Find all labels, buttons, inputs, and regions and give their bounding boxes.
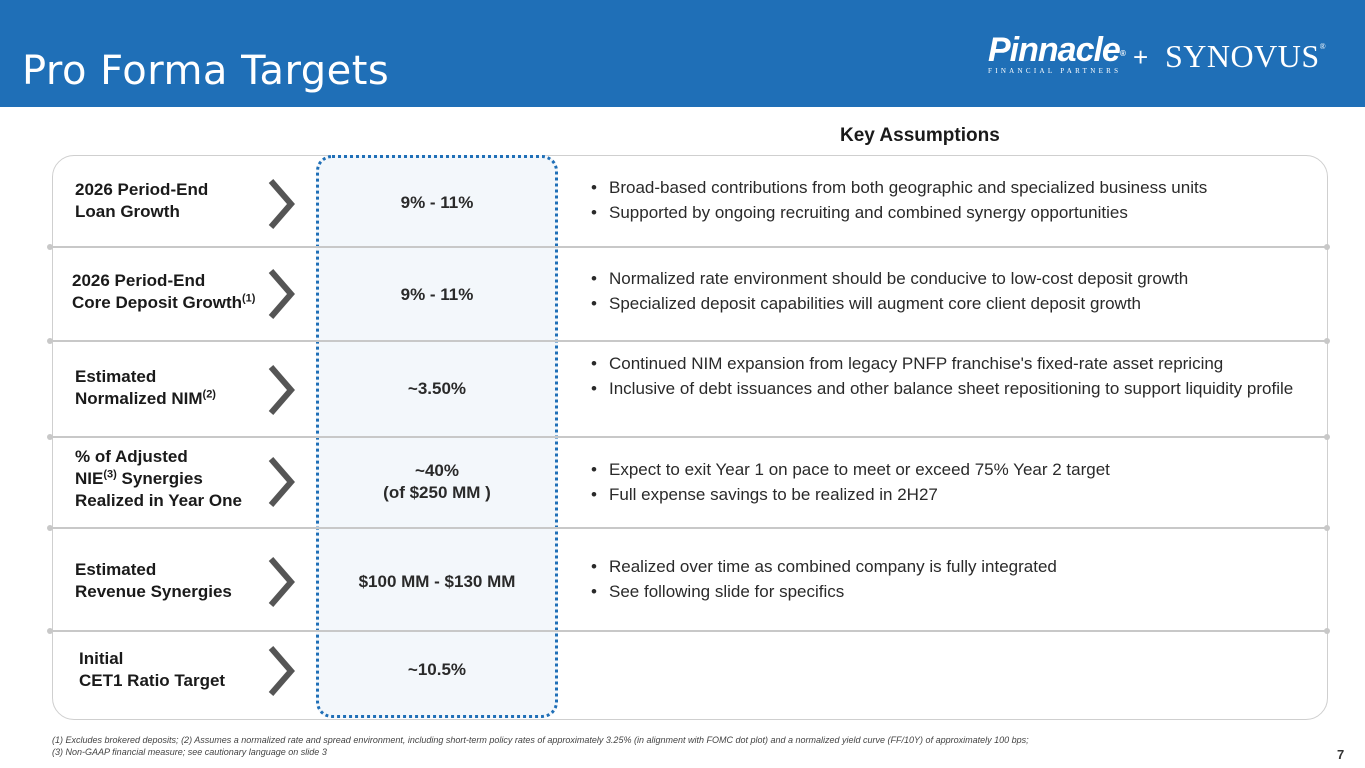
chevron-right-icon: [266, 178, 296, 230]
divider-dot: [47, 244, 53, 250]
metric-normalized-nim: Estimated Normalized NIM$^{(2)}$: [75, 367, 216, 408]
assumptions-core-deposit-growth: [591, 268, 1188, 318]
footnote-line-2: (3) Non-GAAP financial measure; see cautionary language on slide 3: [52, 747, 327, 757]
row-divider: [50, 436, 1328, 438]
divider-dot: [47, 434, 53, 440]
assumption-item: • Full expense savings to be realized in 2H27: [591, 484, 1110, 506]
value-cet1-ratio: ~10.5%: [407, 660, 467, 679]
chevron-right-icon: [266, 645, 296, 697]
divider-dot: [47, 338, 53, 344]
chevron-right-icon: [266, 364, 296, 416]
row-divider: [50, 246, 1328, 248]
logo-plus-sign: +: [1133, 42, 1149, 72]
chevron-right-icon: [266, 268, 296, 320]
pinnacle-logo-word: Pinnacle: [988, 31, 1120, 69]
assumption-item: • Continued NIM expansion from legacy PNFP franchise's fixed-rate asset repricing: [591, 353, 1311, 375]
assumption-item: • Realized over time as combined company is fully integrated: [591, 556, 1057, 578]
metric-nie-synergies: % of Adjusted NIE$^{(3)}$ Synergies Realized in Year One: [75, 447, 242, 510]
value-core-deposit-growth: 9% - 11%: [400, 285, 474, 304]
value-loan-growth: 9% - 11%: [400, 193, 474, 212]
divider-dot: [1324, 628, 1330, 634]
page-number: 7: [1337, 747, 1345, 762]
divider-dot: [1324, 525, 1330, 531]
divider-dot: [47, 525, 53, 531]
chevron-right-icon: [266, 456, 296, 508]
value-nie-synergies: ~40% (of $250 MM ): [383, 461, 491, 502]
divider-dot: [47, 628, 53, 634]
divider-dot: [1324, 244, 1330, 250]
metric-cet1-ratio: Initial CET1 Ratio Target: [79, 649, 226, 690]
assumptions-loan-growth: [591, 177, 1207, 227]
assumption-item: • Specialized deposit capabilities will augment core client deposit growth: [591, 293, 1188, 315]
metric-revenue-synergies: Estimated Revenue Synergies: [75, 560, 232, 601]
assumption-item: • Supported by ongoing recruiting and combined synergy opportunities: [591, 202, 1207, 224]
key-assumptions-heading: Key Assumptions: [840, 125, 1000, 146]
assumption-item: • Broad-based contributions from both geographic and specialized business units: [591, 177, 1207, 199]
assumption-item: • Expect to exit Year 1 on pace to meet or exceed 75% Year 2 target: [591, 459, 1110, 481]
assumptions-nie-synergies: [591, 459, 1110, 509]
metric-core-deposit-growth: 2026 Period-End Core Deposit Growth$^{(1)}$: [72, 271, 256, 312]
assumption-item: • See following slide for specifics: [591, 581, 1057, 603]
assumptions-revenue-synergies: [591, 556, 1057, 606]
footnote-line-1: (1) Excludes brokered deposits; (2) Assumes a normalized rate and spread environment, including short-term policy rates of approximately 3.25% (in alignment with FOMC dot plot) and a normalized yield curve (FF/10Y) of approximately 100 bps;: [52, 735, 1029, 745]
row-divider: [50, 340, 1328, 342]
pinnacle-logo: Pinnacle® FINANCIAL PARTNERS: [988, 31, 1125, 75]
assumption-item: • Inclusive of debt issuances and other balance sheet repositioning to support liquidity profile: [591, 378, 1311, 400]
page-title: Pro Forma Targets: [22, 48, 390, 94]
assumption-item: • Normalized rate environment should be conducive to low-cost deposit growth: [591, 268, 1188, 290]
row-divider: [50, 630, 1328, 632]
row-divider: [50, 527, 1328, 529]
value-revenue-synergies: $100 MM - $130 MM: [358, 572, 516, 591]
value-normalized-nim: ~3.50%: [407, 379, 467, 398]
assumptions-normalized-nim: [591, 353, 1311, 403]
chevron-right-icon: [266, 556, 296, 608]
pinnacle-logo-subtitle: FINANCIAL PARTNERS: [988, 67, 1122, 75]
divider-dot: [1324, 434, 1330, 440]
metric-loan-growth: 2026 Period-End Loan Growth: [75, 180, 209, 221]
synovus-logo: SYNOVUS®: [1165, 38, 1327, 74]
divider-dot: [1324, 338, 1330, 344]
